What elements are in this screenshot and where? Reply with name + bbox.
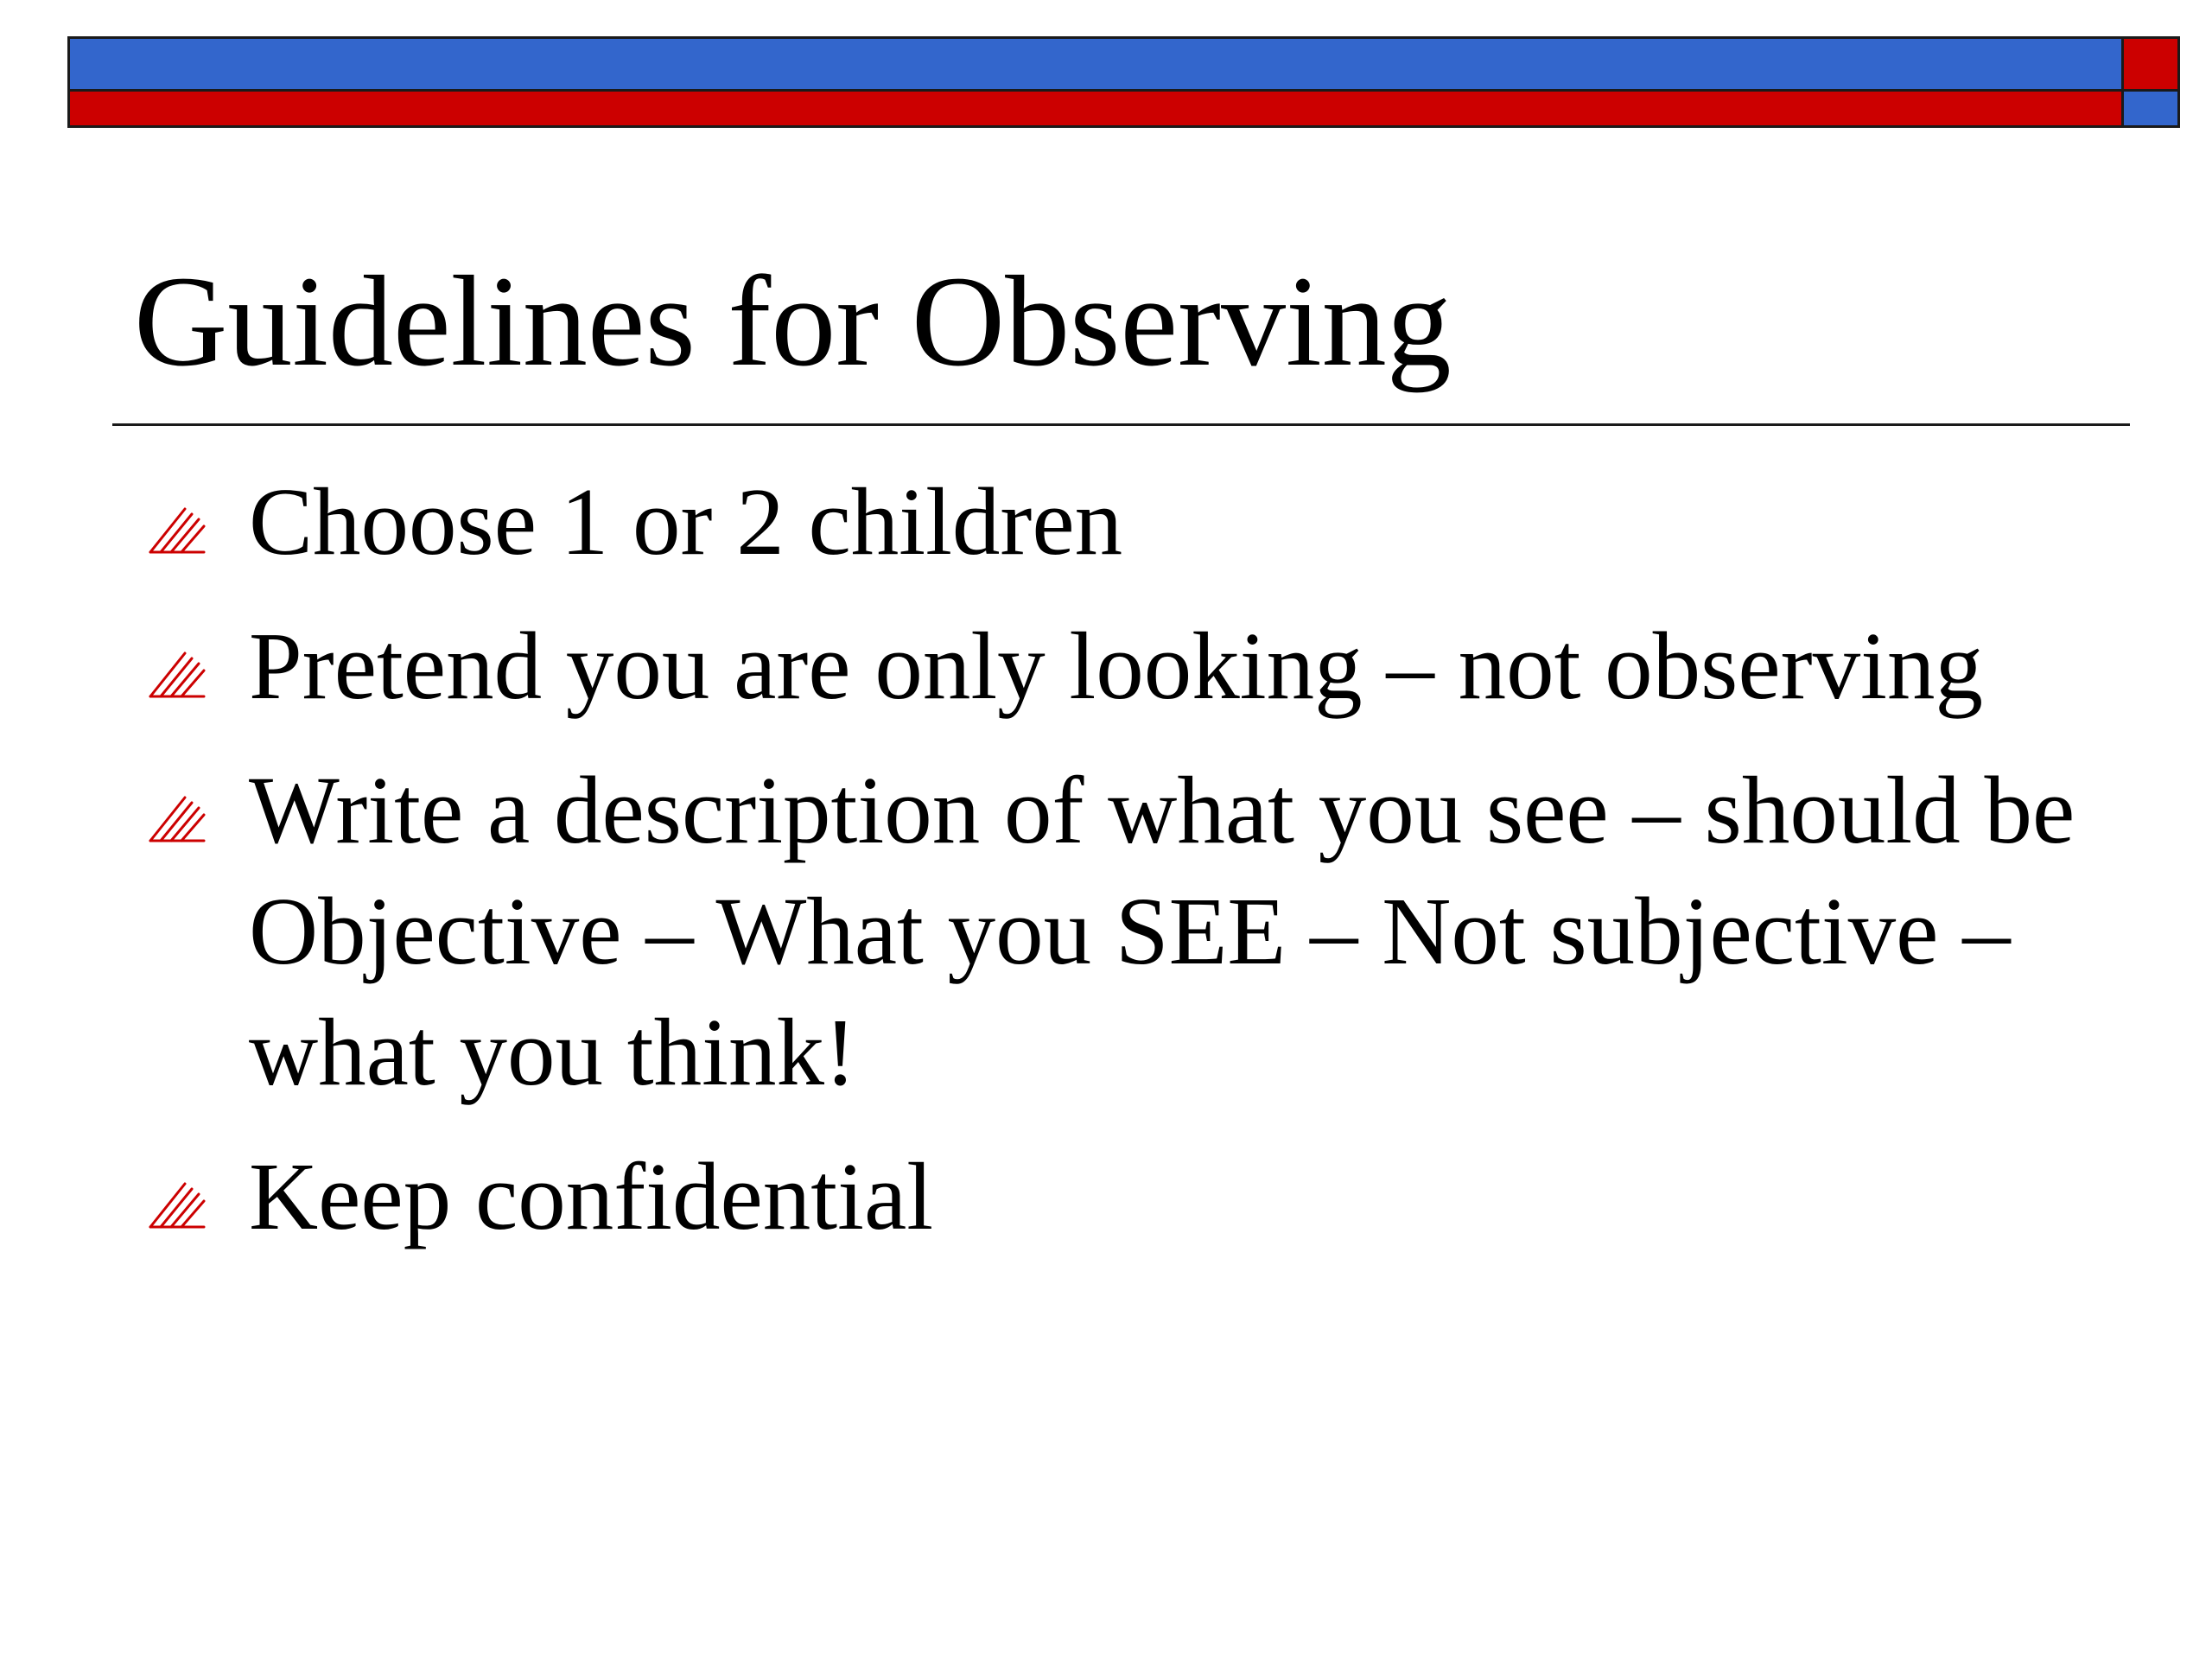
bullet-item — [147, 607, 2126, 728]
bullet-list — [147, 462, 2126, 1281]
bullet-item — [147, 462, 2126, 583]
header-bar-red — [67, 89, 2124, 128]
bullet-text: Keep confidential — [249, 1144, 934, 1250]
hatched-bullet-icon — [147, 1177, 206, 1230]
bullet-item — [147, 751, 2126, 1114]
header-corner-blue — [2121, 89, 2180, 128]
header-corner-red — [2121, 36, 2180, 92]
hatched-bullet-icon — [147, 646, 206, 700]
bullet-text: Pretend you are only looking – not observing — [249, 613, 1983, 720]
slide-title: Guidelines for Observing — [134, 250, 1452, 393]
hatched-bullet-icon — [147, 502, 206, 556]
title-divider — [112, 423, 2130, 426]
bullet-item — [147, 1137, 2126, 1258]
bullet-text: Choose 1 or 2 children — [249, 469, 1123, 575]
hatched-bullet-icon — [147, 791, 206, 844]
bullet-text: Write a description of what you see – should be Objective – What you SEE – Not subjective – what you think! — [249, 758, 2075, 1106]
header-bar-blue — [67, 36, 2124, 92]
